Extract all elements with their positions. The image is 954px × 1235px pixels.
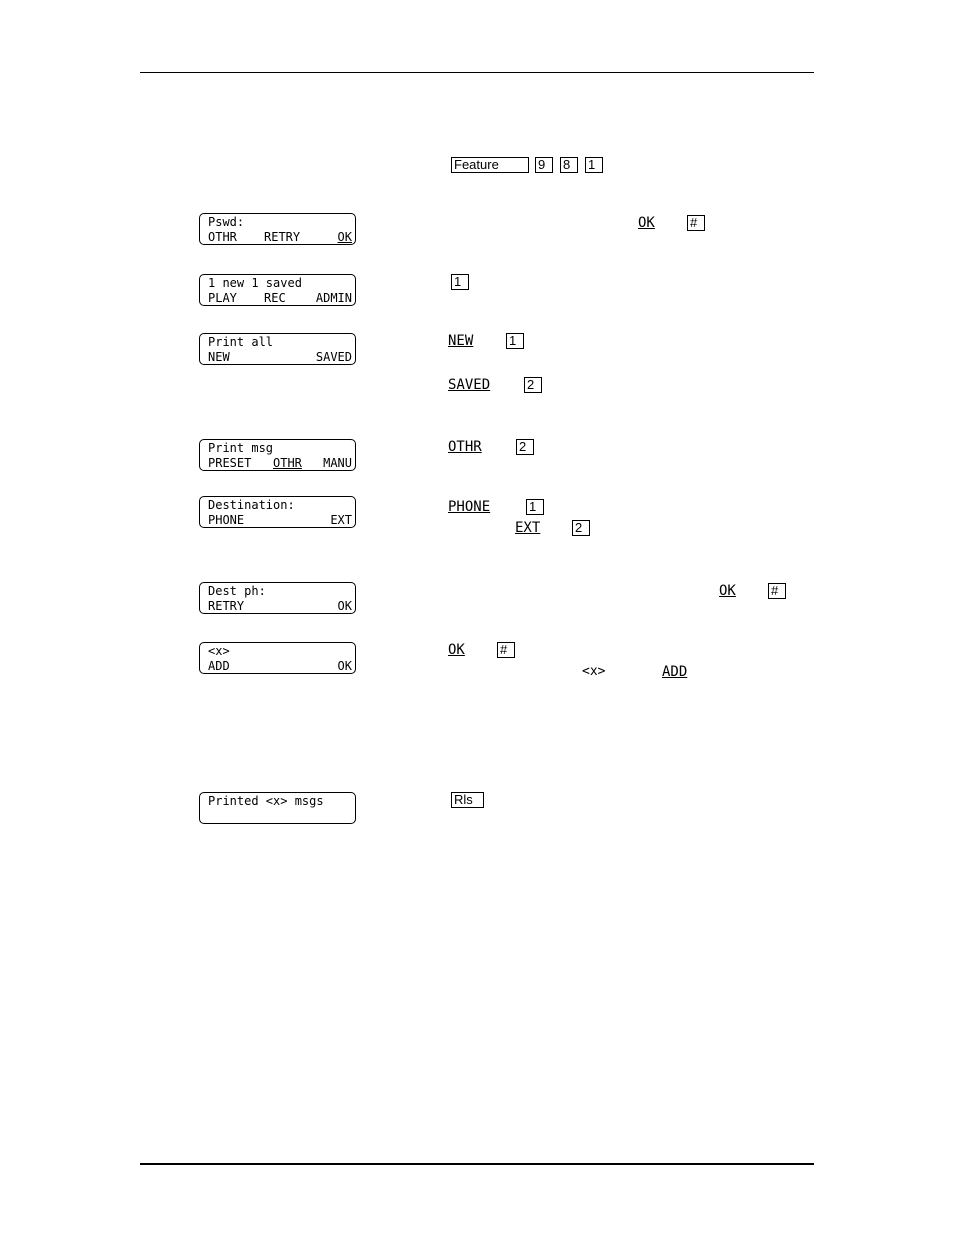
display-softkey-manu[interactable]: MANU [323,456,352,470]
key-pound[interactable]: # [768,583,786,599]
display-line: Pswd: [208,215,245,229]
display-softkey-othr[interactable]: OTHR [208,230,237,244]
display-softkey-retry[interactable]: RETRY [264,230,301,244]
feature-key[interactable]: Feature [451,157,529,173]
key-1[interactable]: 1 [451,274,469,290]
softkey-add[interactable]: ADD [662,664,688,680]
count-placeholder: <x> [582,664,606,679]
display-softkey-new[interactable]: NEW [208,350,230,364]
display-count [199,642,356,674]
display-softkey-retry[interactable]: RETRY [208,599,245,613]
key-1[interactable]: 1 [526,499,544,515]
softkey-phone[interactable]: PHONE [448,499,491,515]
display-print-all [199,333,356,365]
display-softkey-rec[interactable]: REC [264,291,286,305]
display-line: Printed <x> msgs [208,794,324,808]
display-printed [199,792,356,824]
display-line: Destination: [208,498,295,512]
display-softkey-ok[interactable]: OK [337,230,352,244]
key-1[interactable]: 1 [506,333,524,349]
key-1[interactable]: 1 [585,157,603,173]
key-pound[interactable]: # [497,642,515,658]
display-line: Dest ph: [208,584,266,598]
display-line: <x> [208,644,230,658]
footer-rule [140,1163,814,1165]
display-messages [199,274,356,306]
release-key[interactable]: Rls [451,792,484,808]
softkey-ok[interactable]: OK [448,642,465,658]
softkey-ok[interactable]: OK [638,215,655,231]
display-softkey-admin[interactable]: ADMIN [315,291,352,305]
key-2[interactable]: 2 [572,520,590,536]
softkey-othr[interactable]: OTHR [448,439,482,455]
display-line: 1 new 1 saved [208,276,302,290]
display-softkey-ok[interactable]: OK [337,599,352,613]
display-softkey-saved[interactable]: SAVED [315,350,352,364]
display-softkey-ext[interactable]: EXT [330,513,352,527]
display-destination [199,496,356,528]
key-2[interactable]: 2 [516,439,534,455]
display-print-msg [199,439,356,471]
key-pound[interactable]: # [687,215,705,231]
softkey-saved[interactable]: SAVED [448,377,491,393]
display-softkey-add[interactable]: ADD [208,659,230,673]
display-pswd [199,213,356,245]
display-line: Print all [208,335,274,349]
softkey-ext[interactable]: EXT [515,520,541,536]
key-8[interactable]: 8 [560,157,578,173]
key-2[interactable]: 2 [524,377,542,393]
display-softkey-othr[interactable]: OTHR [273,456,302,470]
key-9[interactable]: 9 [535,157,553,173]
display-softkey-ok[interactable]: OK [337,659,352,673]
softkey-new[interactable]: NEW [448,333,474,349]
display-dest-ph [199,582,356,614]
display-softkey-play[interactable]: PLAY [208,291,237,305]
softkey-ok[interactable]: OK [719,583,736,599]
display-line: Print msg [208,441,274,455]
display-softkey-phone[interactable]: PHONE [208,513,245,527]
header-rule [140,72,814,73]
display-softkey-preset[interactable]: PRESET [208,456,252,470]
